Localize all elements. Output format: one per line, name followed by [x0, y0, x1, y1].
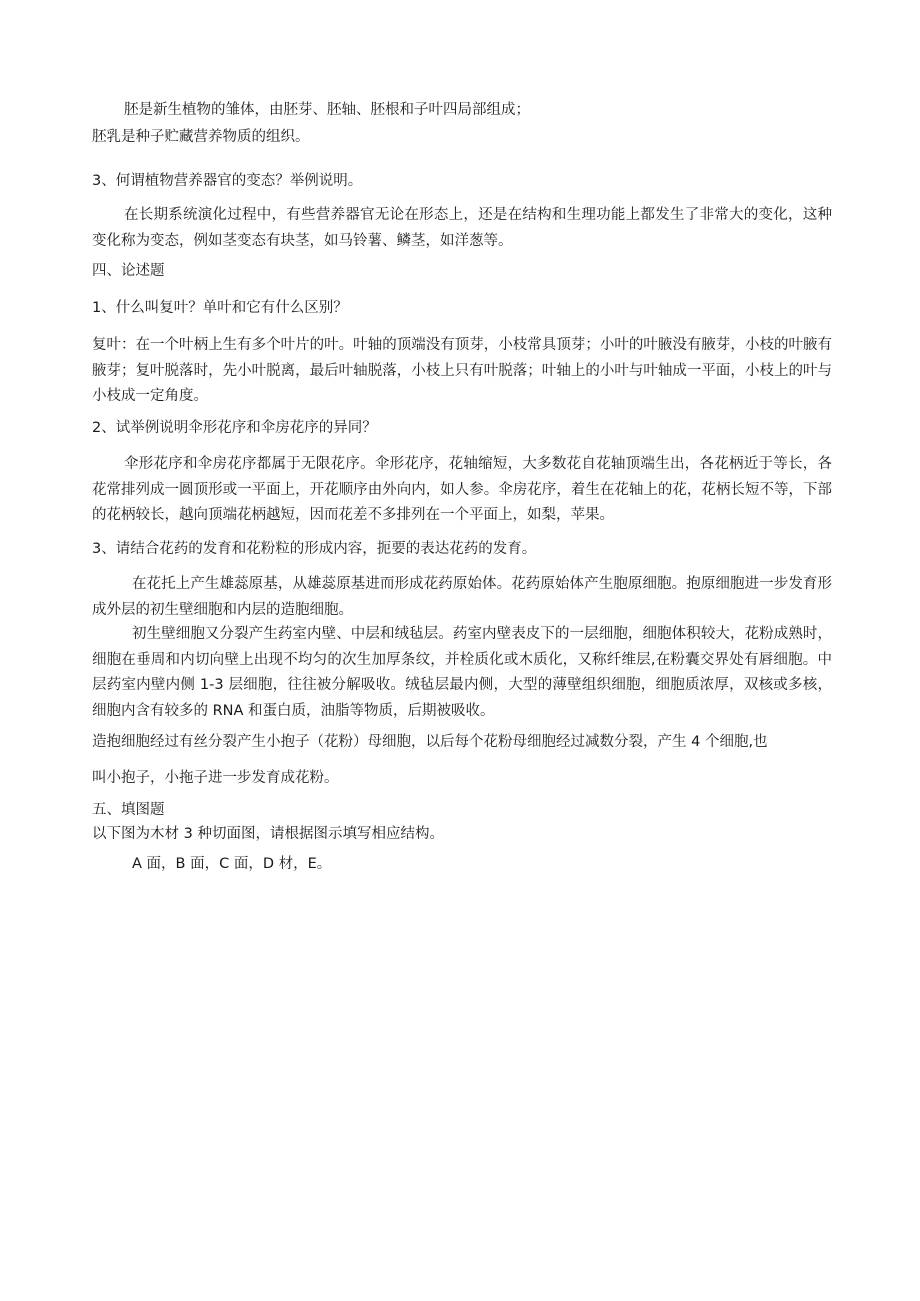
question-4-2: 2、试举例说明伞形花序和伞房花序的异同？ [92, 420, 377, 436]
answer-4-3-paragraph-2: 初生壁细胞又分裂产生药室内壁、中层和绒毡层。药室内壁表皮下的一层细胞，细胞体积较大，花粉成熟时，细胞在垂周和内切向壁上出现不均匀的次生加厚条纹，并栓质化或木质化，又称纤维层,在粉囊交界处有唇细胞。中层药室内壁内侧 1-3 层细胞，往往被分解吸收。绒毡层最内侧，大型的薄壁组织细胞，细胞质浓厚，双核或多核，细胞内含有较多的 RNA 和蛋白质，油脂等物质，后期被吸收。 [92, 626, 832, 719]
section-heading-4: 四、论述题 [92, 263, 165, 279]
question-4-3: 3、请结合花药的发育和花粉粒的形成内容，扼要的表达花药的发育。 [92, 541, 537, 557]
answer-4-2: 伞形花序和伞房花序都属于无限花序。伞形花序，花轴缩短，大多数花自花轴顶端生出，各花柄近于等长，各花常排列成一圆顶形或一平面上，开花顺序由外向内，如人参。伞房花序，着生在花轴上的花，花柄长短不等，下部的花柄较长，越向顶端花柄越短，因而花差不多排列在一个平面上，如梨，苹果。 [92, 456, 832, 523]
answer-4-3-paragraph-1: 在花托上产生雄蕊原基，从雄蕊原基进而形成花药原始体。花药原始体产生胞原细胞。抱原细胞进一步发育形成外层的初生壁细胞和内层的造胞细胞。 [92, 576, 832, 618]
question-3: 3、何谓植物营养器官的变态？举例说明。 [92, 173, 363, 189]
question-5: 以下图为木材 3 种切面图，请根据图示填写相应结构。 [92, 826, 444, 842]
answer-5: A 面，B 面，C 面，D 材，E。 [132, 856, 332, 872]
answer-4-3-paragraph-4: 叫小抱子，小拖子进一步发育成花粉。 [92, 770, 339, 786]
answer-3: 在长期系统演化过程中，有些营养器官无论在形态上，还是在结构和生理功能上都发生了非常大的变化，这种变化称为变态，例如茎变态有块茎，如马铃薯、鳞茎，如洋葱等。 [92, 207, 832, 249]
question-4-1: 1、什么叫复叶？单叶和它有什么区别？ [92, 300, 348, 316]
section-heading-5: 五、填图题 [92, 802, 165, 818]
paragraph-endosperm: 胚乳是种子贮藏营养物质的组织。 [92, 129, 310, 145]
answer-4-3-paragraph-3: 造抱细胞经过有丝分裂产生小抱子（花粉）母细胞，以后每个花粉母细胞经过减数分裂，产生 4 个细胞,也 [92, 734, 768, 750]
answer-4-1: 复叶：在一个叶柄上生有多个叶片的叶。叶轴的顶端没有顶芽，小枝常具顶芽；小叶的叶腋没有腋芽，小枝的叶腋有腋芽；复叶脱落时，先小叶脱离，最后叶轴脱落，小枝上只有叶脱落；叶轴上的小叶与叶轴成一平面，小枝上的叶与小枝成一定角度。 [92, 337, 832, 404]
paragraph-embryo: 胚是新生植物的雏体，由胚芽、胚轴、胚根和子叶四局部组成； [124, 102, 530, 118]
